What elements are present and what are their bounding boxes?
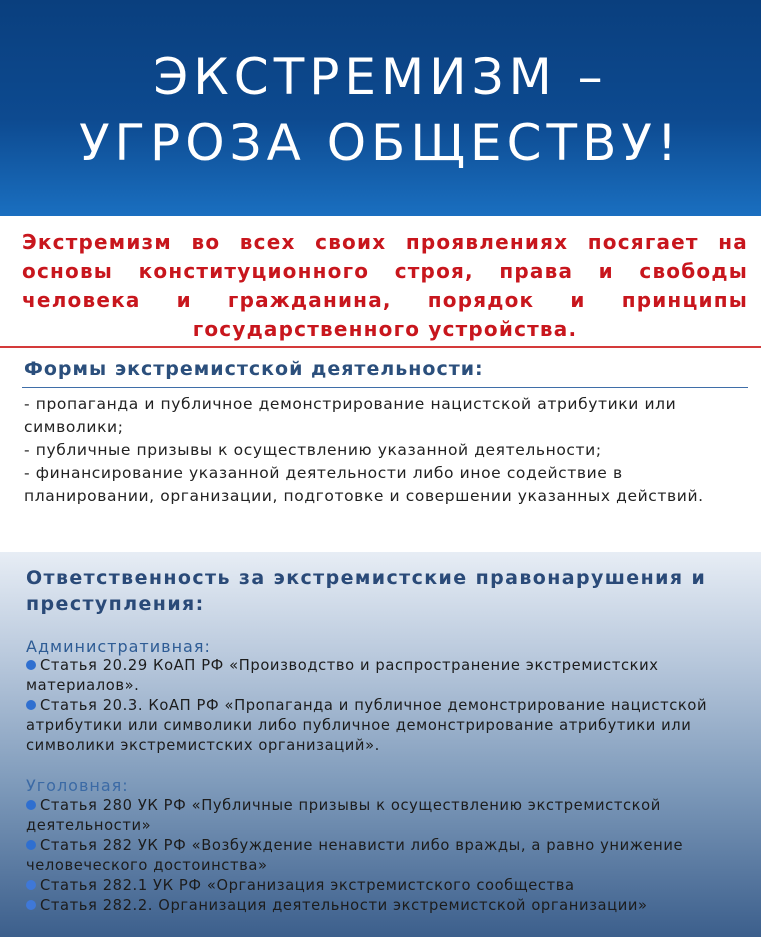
administrative-label: Административная: bbox=[26, 637, 211, 656]
page-title-line-1: ЭКСТРЕМИЗМ – bbox=[153, 48, 608, 106]
bullet-dot-icon bbox=[26, 900, 36, 910]
bullet-dot-icon bbox=[26, 880, 36, 890]
forms-heading: Формы экстремистской деятельности: bbox=[24, 358, 484, 380]
list-item-text: Статья 282 УК РФ «Возбуждение ненависти либо вражды, а равно унижение человеческого достоинства» bbox=[26, 837, 684, 874]
responsibility-heading: Ответственность за экстремистские правонарушения и преступления: bbox=[26, 567, 707, 615]
forms-list-item: - пропаганда и публичное демонстрирование нацистской атрибутики или символики; bbox=[24, 395, 677, 436]
list-item-text: Статья 280 УК РФ «Публичные призывы к осуществлению экстремистской деятельности» bbox=[26, 797, 661, 834]
bullet-dot-icon bbox=[26, 700, 36, 710]
list-item bbox=[26, 796, 748, 836]
list-item-text: Статья 282.1 УК РФ «Организация экстремистского сообщества bbox=[40, 877, 575, 894]
bullet-dot-icon bbox=[26, 660, 36, 670]
list-item bbox=[26, 836, 748, 876]
page-title bbox=[0, 44, 761, 176]
list-item bbox=[26, 656, 748, 696]
list-item-text: Статья 282.2. Организация деятельности экстремистской организации» bbox=[40, 897, 648, 914]
blue-divider bbox=[22, 387, 748, 388]
bullet-dot-icon bbox=[26, 840, 36, 850]
administrative-list bbox=[26, 656, 748, 756]
list-item bbox=[26, 896, 748, 916]
bullet-dot-icon bbox=[26, 800, 36, 810]
lead-statement: Экстремизм во всех своих проявлениях посягает на основы конституционного строя, права и свободы человека и гражданина, порядок и принципы государственного устройства. bbox=[22, 230, 748, 341]
list-item-text: Статья 20.3. КоАП РФ «Пропаганда и публичное демонстрирование нацистской атрибутики или символики либо публичное демонстрирование атрибутики или символики экстремистских организаций». bbox=[26, 697, 708, 754]
criminal-label: Уголовная: bbox=[26, 776, 129, 795]
page-title-line-2: УГРОЗА ОБЩЕСТВУ! bbox=[79, 114, 682, 172]
list-item bbox=[26, 696, 748, 756]
forms-list-item: - публичные призывы к осуществлению указанной деятельности; bbox=[24, 441, 602, 459]
criminal-list bbox=[26, 796, 748, 916]
red-divider bbox=[0, 346, 761, 348]
header-banner bbox=[0, 0, 761, 216]
list-item-text: Статья 20.29 КоАП РФ «Производство и распространение экстремистских материалов». bbox=[26, 657, 659, 694]
list-item bbox=[26, 876, 748, 896]
forms-list bbox=[24, 393, 724, 508]
forms-list-item: - финансирование указанной деятельности либо иное содействие в планировании, организации, подготовке и совершении указанных действий. bbox=[24, 464, 704, 505]
